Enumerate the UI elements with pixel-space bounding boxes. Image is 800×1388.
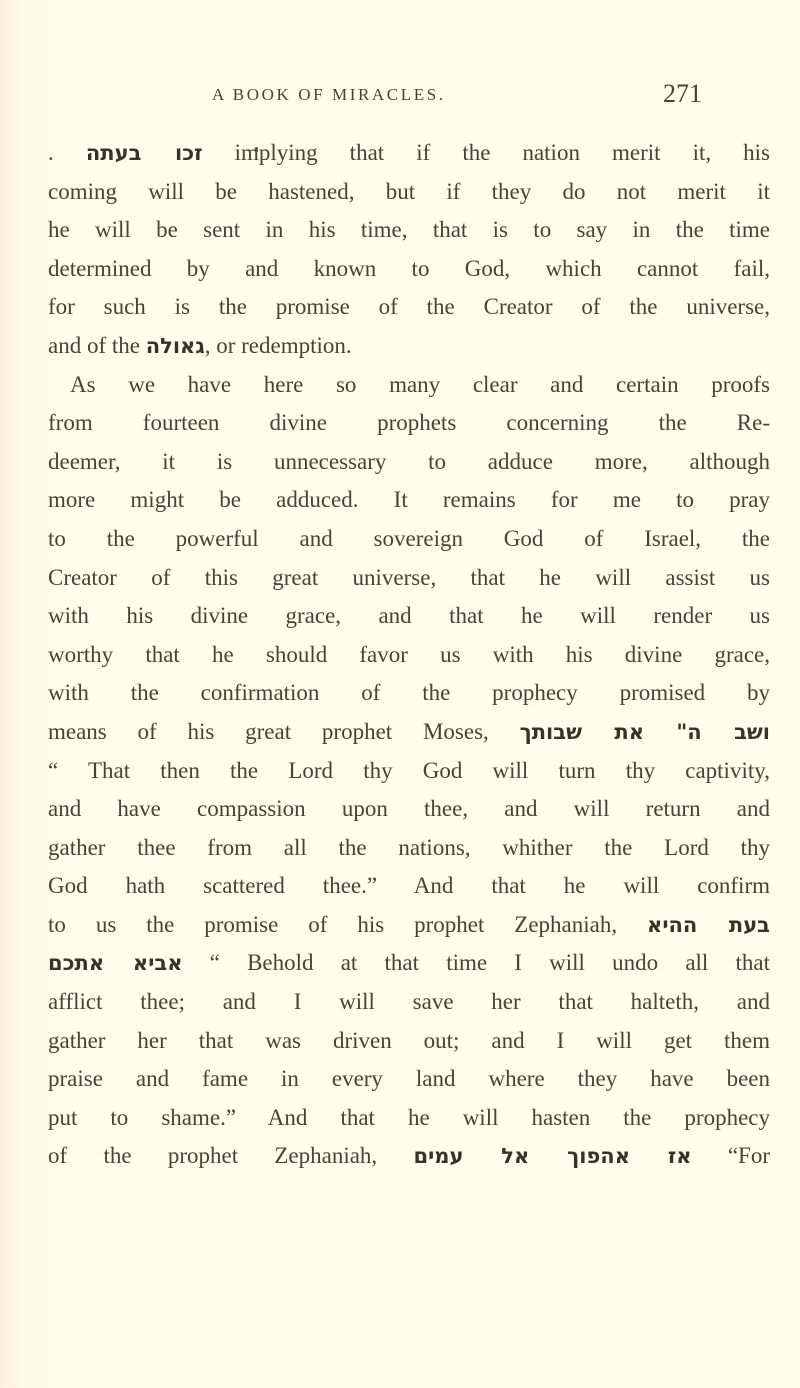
- text-line: “ That then the Lord thy God will turn thy captivity,: [48, 757, 770, 783]
- text-line: coming will be hastened, but if they do not merit it: [48, 178, 770, 204]
- text-line: deemer, it is unnecessary to adduce more, although: [48, 448, 770, 474]
- text-line: put to shame.” And that he will hasten the prophecy: [48, 1104, 770, 1130]
- text-line: of the prophet Zephaniah, אז אהפוך אל עמים “For: [48, 1143, 770, 1169]
- hebrew-phrase: ושב ה" את שבותך: [519, 719, 771, 744]
- text-line: to us the promise of his prophet Zephaniah, בעת ההיא: [48, 911, 770, 937]
- text-line: and of the גאולה, or redemption.: [48, 332, 352, 358]
- text-line: praise and fame in every land where they have been: [48, 1066, 770, 1092]
- text-line: worthy that he should favor us with his divine grace,: [48, 641, 770, 667]
- running-title: A BOOK OF MIRACLES.: [212, 85, 446, 104]
- text-line: with the confirmation of the prophecy promised by: [48, 680, 770, 706]
- text-line: God hath scattered thee.” And that he will confirm: [48, 873, 770, 899]
- text-line: more might be adduced. It remains for me to pray: [48, 487, 770, 513]
- text-line: . זכו בעתה implying that if the nation merit it, his: [48, 140, 771, 165]
- hebrew-phrase: זכו בעתה: [85, 141, 203, 165]
- text-line: gather her that was driven out; and I will get them: [48, 1027, 770, 1053]
- running-head: [212, 81, 702, 111]
- text-line: with his divine grace, and that he will render us: [48, 603, 770, 629]
- hebrew-phrase: בעת ההיא: [647, 912, 770, 937]
- text-line: from fourteen divine prophets concerning the Re-: [48, 410, 770, 436]
- text-line: he will be sent in his time, that is to say in the time: [48, 217, 770, 243]
- page-number: 271: [663, 79, 702, 108]
- hebrew-phrase: אז אהפוך אל עמים: [413, 1144, 692, 1169]
- text-line: As we have here so many clear and certain proofs: [70, 371, 770, 397]
- text-line: determined by and known to God, which cannot fail,: [48, 255, 770, 281]
- text-line: means of his great prophet Moses, ושב ה" את שבותך: [48, 718, 771, 744]
- text-line: אביא אתכם “ Behold at that time I will undo all that: [48, 950, 771, 976]
- text-line: and have compassion upon thee, and will return and: [48, 796, 770, 822]
- text-line: afflict thee; and I will save her that halteth, and: [48, 989, 770, 1015]
- text-line: for such is the promise of the Creator of the universe,: [48, 294, 770, 320]
- text-line: gather thee from all the nations, whither the Lord thy: [48, 834, 770, 860]
- text-line: Creator of this great universe, that he will assist us: [48, 564, 770, 590]
- hebrew-phrase: אביא אתכם: [48, 951, 183, 976]
- text-line: to the powerful and sovereign God of Israel, the: [48, 525, 770, 551]
- hebrew-phrase: גאולה: [145, 333, 205, 358]
- body-text: [48, 134, 770, 1176]
